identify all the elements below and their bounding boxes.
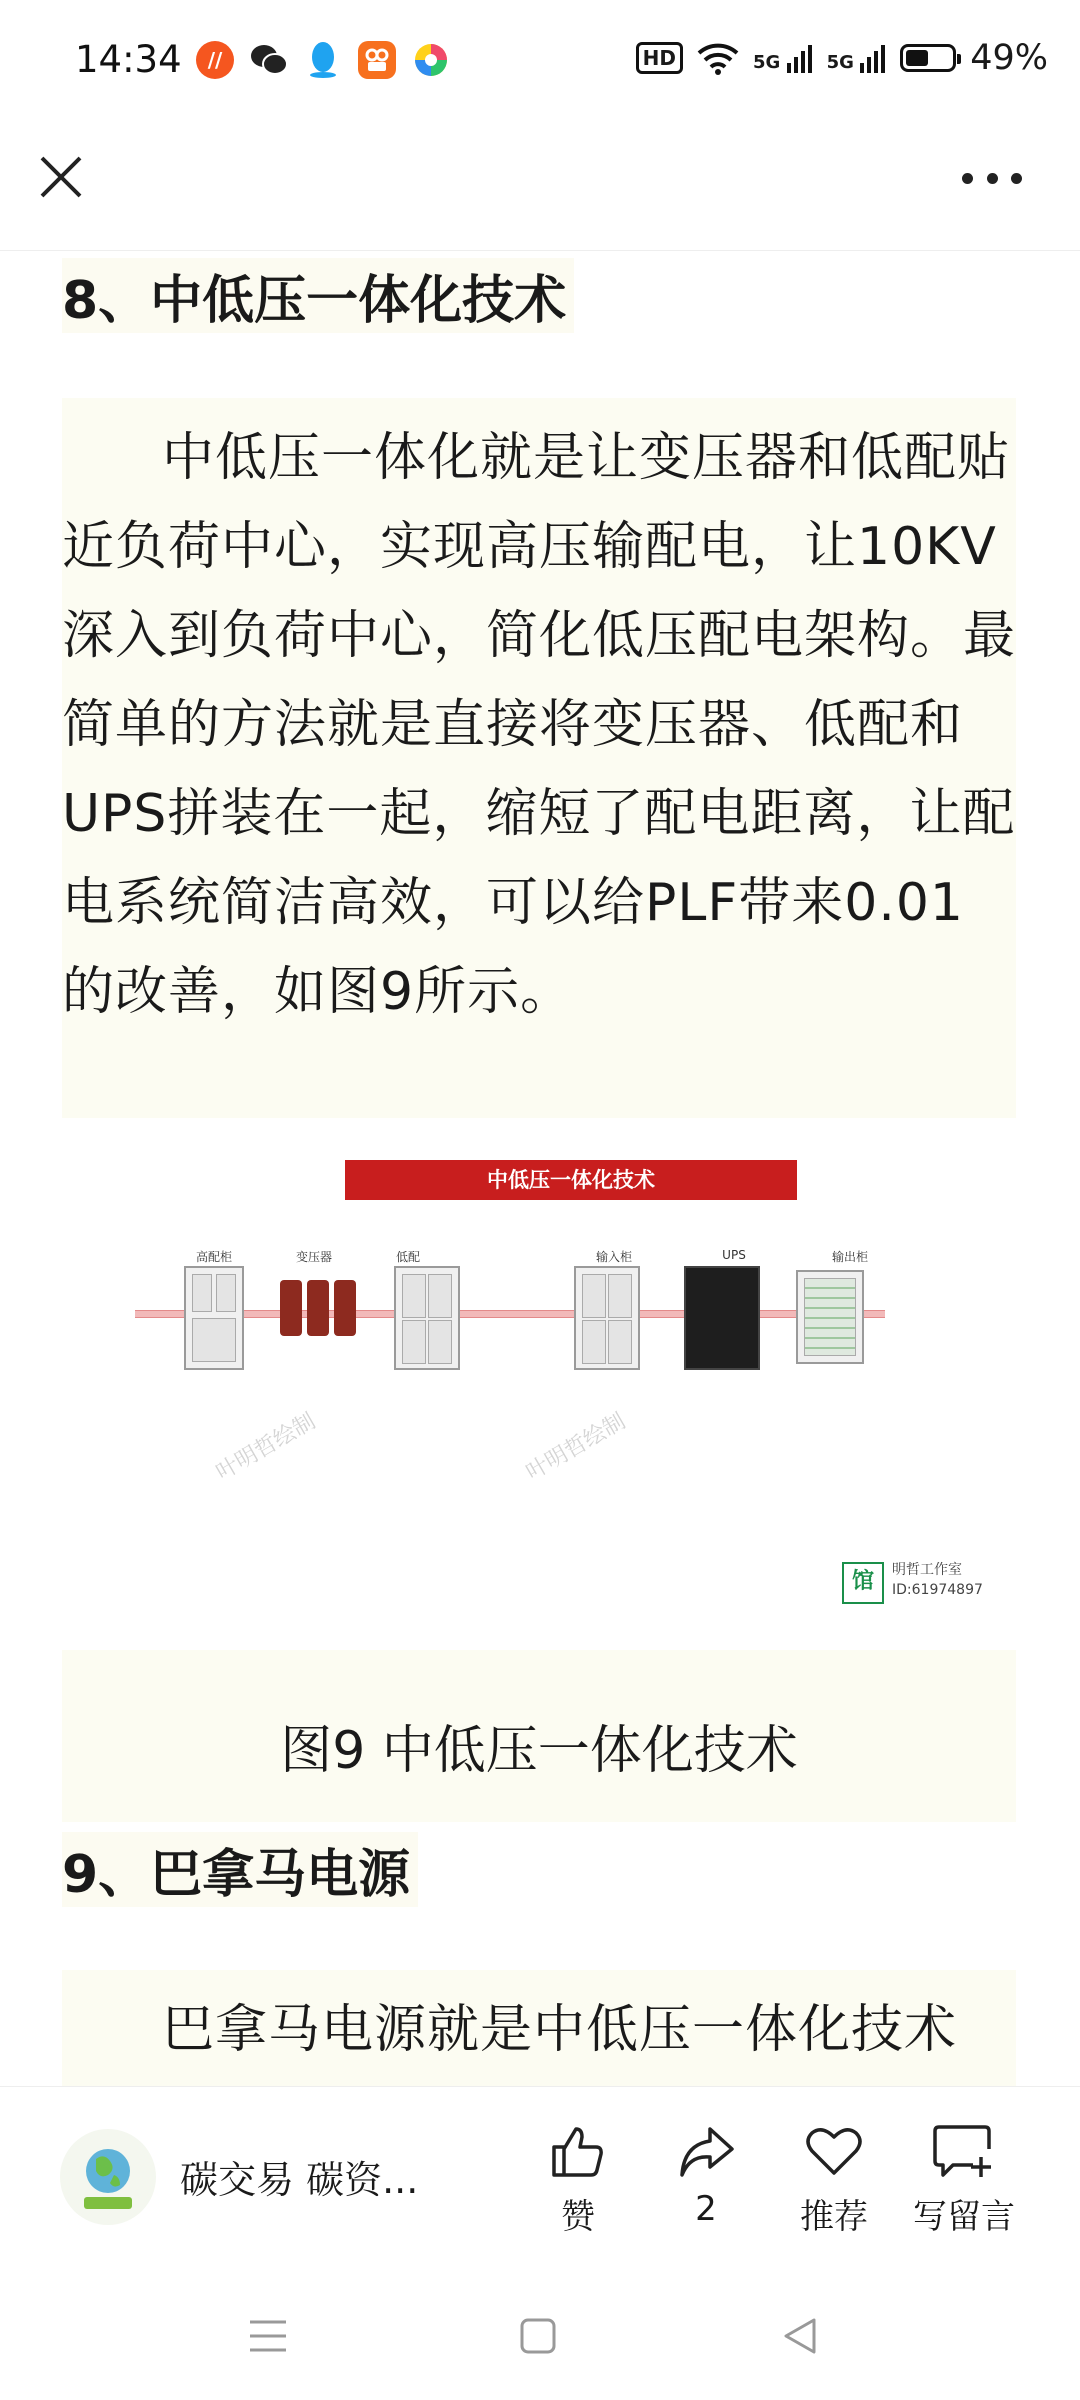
like-label: 赞	[561, 2197, 595, 2237]
figure-label-ups: UPS	[722, 1248, 746, 1262]
signal-5g-icon-2	[827, 43, 887, 73]
figure-title: 中低压一体化技术	[345, 1160, 797, 1200]
figure-watermark-1: 叶明哲绘制	[212, 1408, 320, 1486]
more-icon-dot	[987, 173, 998, 184]
figure-label-output: 输出柜	[831, 1250, 868, 1264]
figure-9	[120, 1140, 983, 1620]
heart-icon	[804, 2121, 864, 2181]
paragraph-box-8	[62, 398, 1016, 1118]
account-name[interactable]: 碳交易 碳资...	[180, 2158, 419, 2202]
hv-cabinet	[184, 1266, 244, 1370]
share-arrow-icon	[676, 2121, 736, 2181]
section-heading-8: 8、中低压一体化技术	[62, 258, 574, 333]
share-button[interactable]	[656, 2121, 756, 2229]
paragraph-box-9	[62, 1970, 1016, 2086]
paragraph-9: 巴拿马电源就是中低压一体化技术	[162, 2000, 958, 2060]
section-heading-9: 9、巴拿马电源	[62, 1832, 418, 1907]
app-colorful-icon	[412, 41, 450, 79]
recent-apps-button[interactable]	[248, 2316, 288, 2356]
account-avatar[interactable]	[60, 2129, 156, 2225]
studio-name: 明哲工作室	[892, 1562, 962, 1578]
back-button[interactable]	[780, 2316, 820, 2356]
figure-label-transformer: 变压器	[295, 1250, 332, 1264]
share-count: 2	[695, 2189, 717, 2229]
studio-id: ID:61974897	[892, 1582, 983, 1598]
wechat-icon	[250, 41, 288, 79]
comment-label: 写留言	[913, 2197, 1015, 2237]
close-icon	[36, 152, 86, 202]
studio-credit	[892, 1560, 983, 1600]
battery-percent: 49%	[970, 38, 1048, 78]
battery-icon	[900, 44, 956, 72]
ups-unit	[684, 1266, 760, 1370]
notification-icons	[196, 41, 450, 79]
battery-fill	[906, 50, 928, 66]
thumbs-up-icon	[548, 2121, 608, 2181]
network-label-2: 5G	[826, 52, 854, 73]
home-button[interactable]	[518, 2316, 558, 2356]
top-nav	[0, 120, 1080, 251]
comment-add-icon	[933, 2121, 995, 2181]
more-button[interactable]	[962, 168, 1022, 188]
system-nav-bar	[0, 2272, 1080, 2400]
globe-logo-icon	[60, 2129, 156, 2225]
menu-lines-icon	[248, 2316, 288, 2356]
status-right	[636, 38, 1048, 78]
back-triangle-icon	[780, 2316, 820, 2356]
hd-icon: HD	[636, 42, 683, 74]
status-bar	[0, 0, 1080, 120]
network-label: 5G	[753, 52, 781, 73]
input-cabinet	[574, 1266, 640, 1370]
figure-label-lv: 低配	[395, 1250, 420, 1264]
recommend-label: 推荐	[800, 2197, 868, 2237]
lv-cabinet	[394, 1266, 460, 1370]
home-square-icon	[518, 2316, 558, 2356]
more-icon-dot	[1011, 173, 1022, 184]
qq-icon	[304, 41, 342, 79]
more-icon-dot	[962, 173, 973, 184]
transformer	[280, 1280, 360, 1340]
figure-label-input: 输入柜	[595, 1250, 632, 1264]
figure-watermark-2: 叶明哲绘制	[522, 1408, 630, 1486]
recommend-button[interactable]	[784, 2121, 884, 2238]
like-button[interactable]	[528, 2121, 628, 2238]
figure-label-hv: 高配柜	[195, 1250, 232, 1264]
app-notification-icon: //	[196, 41, 234, 79]
signal-5g-icon-1	[753, 43, 813, 73]
kuaishou-icon	[358, 41, 396, 79]
bottom-action-bar	[0, 2086, 1080, 2273]
studio-stamp: 馆	[842, 1562, 884, 1604]
paragraph-8: 中低压一体化就是让变压器和低配贴近负荷中心，实现高压输配电，让10KV深入到负荷中心，简化低压配电架构。最简单的方法就是直接将变压器、低配和UPS拼装在一起，缩短了配电距离，让配电系统简洁高效，可以给PLF带来0.01的改善，如图9所示。	[62, 428, 1017, 1022]
caption-box	[62, 1650, 1016, 1822]
wifi-icon	[697, 41, 739, 75]
status-time: 14:34	[75, 38, 182, 81]
close-button[interactable]	[36, 152, 86, 202]
comment-button[interactable]	[908, 2121, 1020, 2238]
figure-busbar	[135, 1310, 885, 1318]
output-cabinet	[796, 1270, 864, 1364]
figure-caption: 图9 中低压一体化技术	[280, 1721, 798, 1781]
